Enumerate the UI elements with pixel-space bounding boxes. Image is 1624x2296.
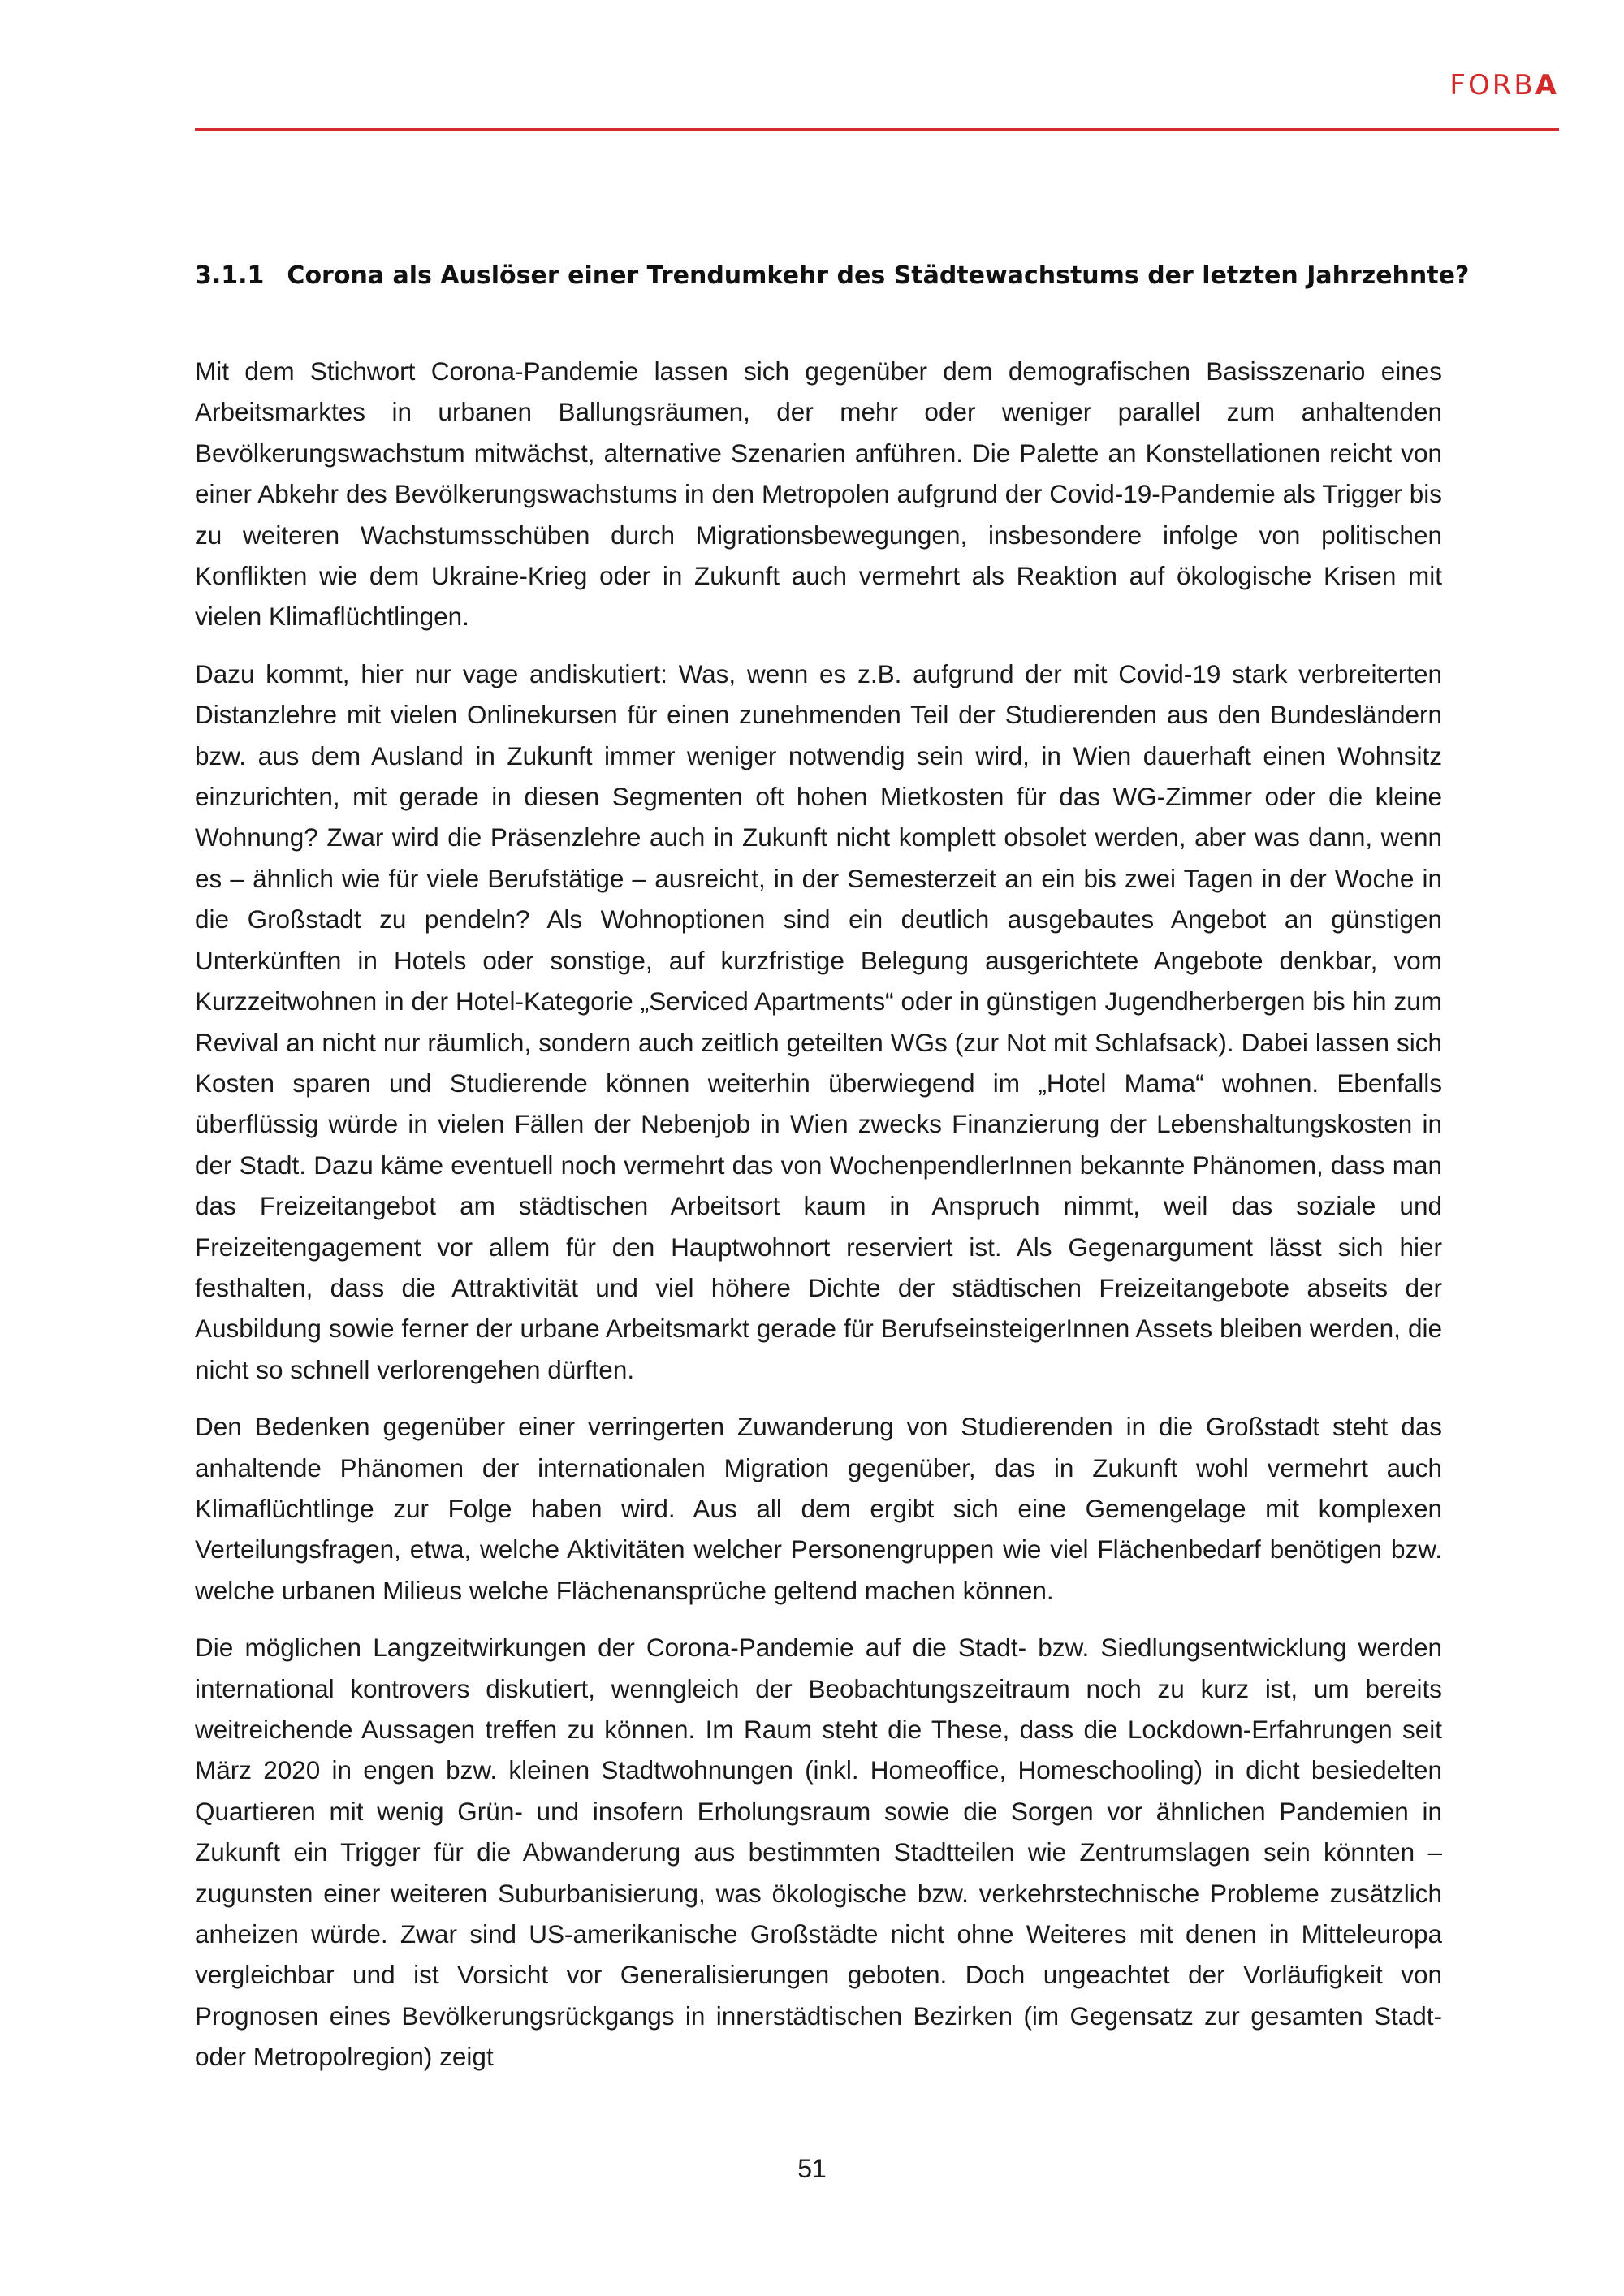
logo-prefix: FORB	[1449, 69, 1535, 101]
section-heading	[195, 258, 1470, 294]
forba-logo	[1449, 71, 1559, 99]
header-divider	[195, 128, 1559, 131]
paragraph-2: Dazu kommt, hier nur vage andiskutiert: Was, wenn es z.B. aufgrund der mit Covid-19 stark verbreiterten Distanzlehre mit vielen Onlinekursen für einen zunehmenden Teil der Studierenden aus den Bundesländern bzw. aus dem Ausland in Zukunft immer weniger notwendig sein wird, in Wien dauerhaft einen Wohnsitz einzurichten, mit gerade in diesen Segmenten oft hohen Mietkosten für das WG-Zimmer oder die kleine Wohnung? Zwar wird die Präsenzlehre auch in Zukunft nicht komplett obsolet werden, aber was dann, wenn es – ähnlich wie für viele Berufstätige – ausreicht, in der Semesterzeit an ein bis zwei Tagen in der Woche in die Großstadt zu pendeln? Als Wohnoptionen sind ein deutlich ausgebautes Angebot an günstigen Unterkünften in Hotels oder sonstige, auf kurzfristige Belegung ausgerichtete Angebote denkbar, vom Kurzzeitwohnen in der Hotel-Kategorie „Serviced Apartments“ oder in günstigen Jugendherbergen bis hin zum Revival an nicht nur räumlich, sondern auch zeitlich geteilten WGs (zur Not mit Schlafsack). Dabei lassen sich Kosten sparen und Studierende können weiterhin überwiegend im „Hotel Mama“ wohnen. Ebenfalls überflüssig würde in vielen Fällen der Nebenjob in Wien zwecks Finanzierung der Lebenshaltungskosten in der Stadt. Dazu käme eventuell noch vermehrt das von WochenpendlerInnen bekannte Phänomen, dass man das Freizeitangebot am städtischen Arbeitsort kaum in Anspruch nimmt, weil das soziale und Freizeitengagement vor allem für den Hauptwohnort reserviert ist. Als Gegenargument lässt sich hier festhalten, dass die Attraktivität und viel höhere Dichte der städtischen Freizeitangebote abseits der Ausbildung sowie ferner der urbane Arbeitsmarkt gerade für BerufseinsteigerInnen Assets bleiben werden, die nicht so schnell verlorengehen dürften.	[195, 658, 1442, 1384]
paragraph-4: Die möglichen Langzeitwirkungen der Corona-Pandemie auf die Stadt- bzw. Siedlungsentwicklung werden international kontrovers diskutiert, wenngleich der Beobachtungszeitraum noch zu kurz ist, um bereits weitreichende Aussagen treffen zu können. Im Raum steht die These, dass die Lockdown-Erfahrungen seit März 2020 in engen bzw. kleinen Stadtwohnungen (inkl. Homeoffice, Homeschooling) in dicht besiedelten Quartieren mit wenig Grün- und insofern Erholungsraum sowie die Sorgen vor ähnlichen Pandemien in Zukunft ein Trigger für die Abwanderung aus bestimmten Stadtteilen wie Zentrumslagen sein könnten – zugunsten einer weiteren Suburbanisierung, was ökologische bzw. verkehrstechnische Probleme zusätzlich anheizen würde. Zwar sind US-amerikanische Großstädte nicht ohne Weiteres mit denen in Mitteleuropa vergleichbar und ist Vorsicht vor Generalisierungen geboten. Doch ungeachtet der Vorläufigkeit von Prognosen eines Bevölkerungsrückgangs in innerstädtischen Bezirken (im Gegensatz zur gesamten Stadt- oder Metropolregion) zeigt	[195, 1633, 1442, 2072]
section-title: Corona als Auslöser einer Trendumkehr des Städtewachstums der letzten Jahrzehnte?	[287, 261, 1470, 290]
section-number: 3.1.1	[195, 261, 265, 290]
page-number: 51	[797, 2154, 827, 2183]
paragraph-3: Den Bedenken gegenüber einer verringerten Zuwanderung von Studierenden in die Großstadt steht das anhaltende Phänomen der internationalen Migration gegenüber, das in Zukunft wohl vermehrt auch Klimaflüchtlinge zur Folge haben wird. Aus all dem ergibt sich eine Gemengelage mit komplexen Verteilungsfragen, etwa, welche Aktivitäten welcher Personengruppen wie viel Flächenbedarf benötigen bzw. welche urbanen Milieus welche Flächenansprüche geltend machen können.	[195, 1412, 1442, 1605]
paragraph-1: Mit dem Stichwort Corona-Pandemie lassen sich gegenüber dem demografischen Basisszenario eines Arbeitsmarktes in urbanen Ballungsräumen, der mehr oder weniger parallel zum anhaltenden Bevölkerungswachstum mitwächst, alternative Szenarien anführen. Die Palette an Konstellationen reicht von einer Abkehr des Bevölkerungswachstums in den Metropolen aufgrund der Covid-19-Pandemie als Trigger bis zu weiteren Wachstumsschüben durch Migrationsbewegungen, insbesondere infolge von politischen Konflikten wie dem Ukraine-Krieg oder in Zukunft auch vermehrt als Reaktion auf ökologische Krisen mit vielen Klimaflüchtlingen.	[195, 356, 1442, 632]
logo-suffix: A	[1535, 69, 1559, 101]
page-content	[195, 258, 1470, 2094]
